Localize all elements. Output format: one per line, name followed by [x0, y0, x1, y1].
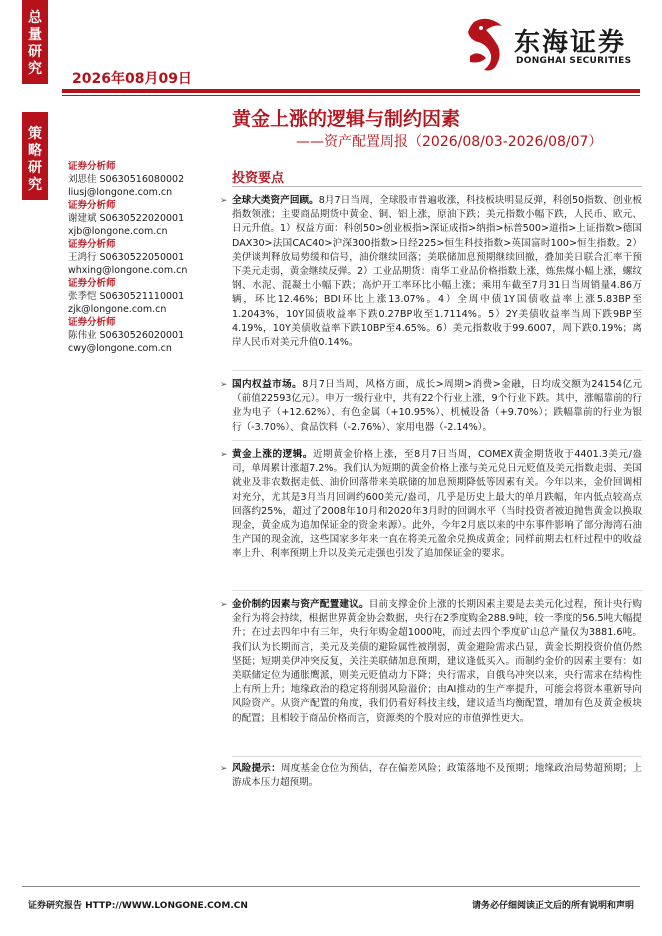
logo-name-en: DONGHAI SECURITIES [516, 56, 632, 66]
bullet-arrow-icon: ➢ [220, 450, 228, 460]
key-point-lead: 国内权益市场。 [232, 379, 303, 390]
key-points-divider [232, 186, 642, 187]
analyst-role: 证券分析师 [68, 278, 116, 289]
analyst-entry [68, 238, 218, 277]
key-points-heading: 投资要点 [232, 171, 285, 186]
analyst-name-id: 陈伟业 S0630526020001 [68, 330, 185, 341]
analyst-entry [68, 316, 218, 355]
key-point-paragraph [220, 762, 643, 790]
report-date: 2026年08月09日 [72, 71, 192, 87]
key-point-text: 周度基金仓位为预估，存在偏差风险；政策落地不及预期；地缘政治局势超预期；上游成本压力超预期。 [232, 763, 643, 789]
paragraph-divider [232, 440, 642, 441]
bullet-arrow-icon: ➢ [220, 764, 228, 774]
footer-disclaimer: 请务必仔细阅读正文后的所有说明和声明 [471, 901, 634, 911]
analyst-entry [68, 160, 218, 199]
analyst-role: 证券分析师 [68, 317, 116, 328]
analyst-list [68, 160, 218, 355]
company-logo [464, 16, 644, 76]
header-divider-thin [62, 95, 640, 96]
footer-website[interactable]: 证券研究报告 HTTP://WWW.LONGONE.COM.CN [28, 901, 248, 911]
bullet-arrow-icon: ➢ [220, 196, 228, 206]
paragraph-divider [232, 590, 642, 591]
key-point-paragraph [220, 448, 643, 562]
report-type-char: 总 [28, 10, 42, 26]
key-point-text: 8月7日当周，风格方面，成长>周期>消费>金融，日均成交额为24154亿元（前值22593亿元）。申万一级行业中，共有22个行业上涨，9个行业下跌。其中，涨幅靠前的行业为电子（+12.62%）、有色金属（+10.95%）、机械设备（+9.70%）；跌幅靠前的行业为银行（-3.70%）、食品饮料（-2.76%）、家用电器（-2.14%）。 [232, 379, 642, 433]
analyst-name-id: 王鸿行 S0630522050001 [68, 252, 185, 263]
footer-divider [22, 886, 640, 887]
analyst-email[interactable]: zjk@longone.com.cn [68, 304, 167, 315]
category-char: 略 [28, 143, 42, 159]
key-point-text: 8月7日当周，全球股市普遍收涨，科技板块明显反弹，科创50指数、创业板指数领涨；主要商品期货中黄金、铜、铝上涨，原油下跌；美元指数小幅下跌，人民币、欧元、日元升值。1）权益方面：科创50>创业板指>深证成指>纳指>标普500>道指>上证指数>德国DAX30>法国CAC40>沪深300指数>日经225>恒生科技指数>英国富时100>恒生指数。2）美伊谈判释放局势缓和信号，油价继续回落；美联储加息预期继续回撤，叠加美日联合汇率干预下美元走弱，黄金继续反弹。2）工业品期货：南华工业品价格指数上涨，炼焦煤小幅上涨，螺纹钢、水泥、混凝土小幅下跌；高炉开工率环比小幅上涨；乘用车截至7月31日当周销量4.86万辆，环比12.46%；BDI环比上涨13.07%。4）全周中债1Y国债收益率上涨5.83BP至1.2043%，10Y国债收益率下跌0.27BP收至1.7114%。5）2Y美债收益率当周下跌9BP至4.19%，10Y美债收益率下跌10BP至4.65%。6）美元指数收于99.6007，周下跌0.19%；离岸人民币对美元升值0.14%。 [232, 195, 643, 349]
analyst-role: 证券分析师 [68, 200, 116, 211]
key-point-lead: 风险提示： [232, 763, 281, 774]
category-tab [22, 112, 48, 200]
key-point-text: 目前支撑金价上涨的长期因素主要是去美元化过程，预计央行购金行为将会持续，根据世界黄金协会数据，央行在2季度购金288.9吨，较一季度的56.5吨大幅提升；在过去四年中有三年，央行年购金超1000吨，而过去四个季度矿山总产量仅为3881.6吨。我们认为长期而言，美元及美债的避险属性被削弱，黄金避险需求凸显，黄金长期投资价值仍然坚挺；短期美伊冲突反复，关注美联储加息预期，建议逢低买入。而制约金价的因素主要有：如美联储定位为通胀鹰派，则美元贬值动力下降；央行需求，自俄乌冲突以来，央行需求在结构性上有所上升；地缘政治的稳定将削弱风险溢价；由AI推动的生产率提升，可能会将资本重新导向风险资产。从资产配置的角度，我们仍看好科技主线，建议适当均衡配置，增加有色及黄金板块的配置；且相较于商品价格而言，资源类的个股对应的市值弹性更大。 [232, 599, 643, 724]
category-char: 研 [28, 160, 42, 176]
logo-mark-icon [464, 16, 512, 74]
key-point-lead: 全球大类资产回顾。 [232, 195, 319, 206]
paragraph-divider [232, 370, 642, 371]
analyst-email[interactable]: xjb@longone.com.cn [68, 226, 168, 237]
report-type-char: 量 [28, 27, 42, 43]
bullet-arrow-icon: ➢ [220, 600, 228, 610]
report-subtitle: ——资产配置周报（2026/08/03-2026/08/07） [296, 134, 603, 150]
analyst-email[interactable]: liusj@longone.com.cn [68, 187, 173, 198]
key-point-paragraph [220, 378, 642, 435]
analyst-name-id: 张季恺 S0630521110001 [68, 291, 185, 302]
analyst-role: 证券分析师 [68, 239, 116, 250]
key-point-paragraph [220, 194, 643, 350]
analyst-name-id: 刘思佳 S0630516080002 [68, 174, 185, 185]
report-title: 黄金上涨的逻辑与制约因素 [232, 108, 461, 130]
report-type-char: 究 [28, 61, 42, 77]
analyst-name-id: 谢建斌 S0630522020001 [68, 213, 185, 224]
paragraph-divider [232, 756, 642, 757]
key-point-lead: 金价制约因素与资产配置建议。 [232, 599, 369, 610]
report-type-tab [22, 0, 48, 84]
analyst-entry [68, 199, 218, 238]
key-point-text: 近期黄金价格上涨，至8月7日当周，COMEX黄金期货收于4401.3美元/盎司，单周累计涨超7.2%。我们认为短期的黄金价格上涨与美元兑日元贬值及美元指数走弱、美国就业及非农数据走低、油价回落带来美联储的加息预期降低等因素有关。今年以来，金价回调相对充分，尤其是3月当月回调约600美元/盎司，几乎是历史上最大的单月跌幅，年内低点较高点回落约25%，超过了2008年10月和2020年3月时的回调水平（当时投资者被迫抛售黄金以换取现金，黄金成为追加保证金的资金来源）。此外，今年2月底以来的中东事件影响了部分海湾石油生产国的现金流，这些国家多年来一直在将美元盈余兑换成黄金；同样前期去杠杆过程中的收益率上升、利率预期上升以及美元走强也引发了追加保证金的要求。 [232, 449, 643, 560]
header-divider [62, 89, 640, 93]
analyst-email[interactable]: cwy@longone.com.cn [68, 343, 172, 354]
key-point-lead: 黄金上涨的逻辑。 [232, 449, 313, 460]
key-point-paragraph [220, 598, 643, 726]
bullet-arrow-icon: ➢ [220, 380, 228, 390]
analyst-entry [68, 277, 218, 316]
category-char: 究 [28, 177, 42, 193]
logo-name-cn: 东海证券 [514, 28, 627, 58]
report-type-char: 研 [28, 44, 42, 60]
analyst-email[interactable]: whxing@longone.com.cn [68, 265, 188, 276]
category-char: 策 [28, 126, 42, 142]
analyst-role: 证券分析师 [68, 161, 116, 172]
